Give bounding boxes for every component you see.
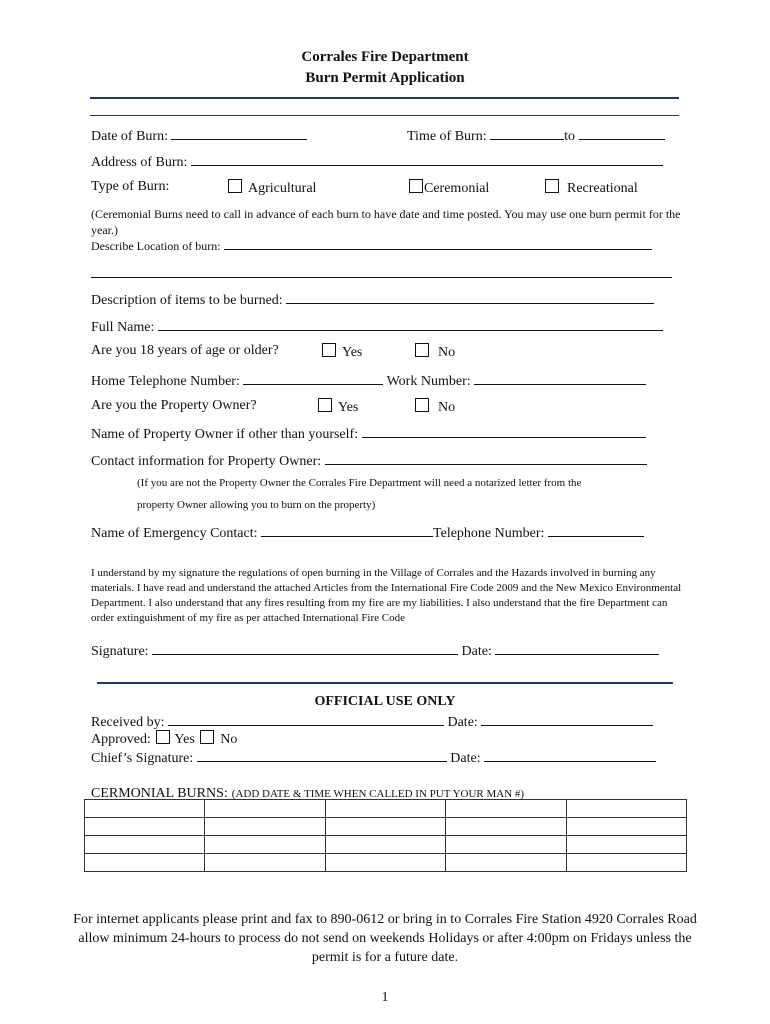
address-field[interactable] xyxy=(191,152,663,166)
received-date-field[interactable] xyxy=(481,712,653,726)
address-row xyxy=(91,152,663,171)
age-yes-label: Yes xyxy=(342,345,363,360)
owner-contact-field[interactable] xyxy=(325,451,647,465)
age-yes-checkbox[interactable] xyxy=(322,343,336,357)
type-agricultural xyxy=(228,179,316,197)
type-recreational xyxy=(545,179,638,197)
emergency-contact-label: Name of Emergency Contact: xyxy=(91,526,258,541)
log-cell[interactable] xyxy=(85,836,205,854)
full-name-row xyxy=(91,317,663,336)
chief-date-field[interactable] xyxy=(484,748,656,762)
emergency-contact-field[interactable] xyxy=(261,523,433,537)
received-date-label: Date: xyxy=(447,715,478,730)
log-cell[interactable] xyxy=(325,818,445,836)
owner-contact-label: Contact information for Property Owner: xyxy=(91,454,322,469)
ceremonial-log-note: (ADD DATE & TIME WHEN CALLED IN PUT YOUR MAN #) xyxy=(231,788,525,800)
log-cell[interactable] xyxy=(85,854,205,872)
form-subtitle: Burn Permit Application xyxy=(305,70,465,86)
header-rule-top xyxy=(90,97,679,99)
log-cell[interactable] xyxy=(566,836,686,854)
signature-field[interactable] xyxy=(152,641,458,655)
log-cell[interactable] xyxy=(446,800,566,818)
log-cell[interactable] xyxy=(446,836,566,854)
recreational-label: Recreational xyxy=(567,181,638,196)
chief-signature-row xyxy=(91,748,656,767)
full-name-field[interactable] xyxy=(158,317,663,331)
ceremonial-log-label: CERMONIAL BURNS: xyxy=(91,786,228,801)
owner-note-line-2: property Owner allowing you to burn on the property) xyxy=(137,499,376,511)
home-phone-field[interactable] xyxy=(243,371,383,385)
signature-date-field[interactable] xyxy=(495,641,659,655)
log-cell[interactable] xyxy=(85,800,205,818)
emergency-row xyxy=(91,523,644,542)
log-cell[interactable] xyxy=(325,854,445,872)
log-cell[interactable] xyxy=(566,818,686,836)
items-row xyxy=(91,290,654,309)
approved-yes-label: Yes xyxy=(174,732,195,747)
signature-label: Signature: xyxy=(91,644,149,659)
ceremonial-note: (Ceremonial Burns need to call in advance of each burn to have date and time posted. You may use one burn permit for the year.) xyxy=(91,207,681,237)
chief-signature-field[interactable] xyxy=(197,748,447,762)
log-cell[interactable] xyxy=(205,836,325,854)
describe-location-label: Describe Location of burn: xyxy=(91,239,221,253)
log-cell[interactable] xyxy=(446,818,566,836)
time-from-field[interactable] xyxy=(490,126,564,140)
ceremonial-log-table xyxy=(84,799,687,872)
received-row xyxy=(91,712,653,731)
owner-yes-checkbox[interactable] xyxy=(318,398,332,412)
full-name-label: Full Name: xyxy=(91,320,155,335)
agreement-text: I understand by my signature the regulations of open burning in the Village of Corrales and the Hazards involved in burning any materials. I have read and understand the attached Articles from the International Fire Code 2009 and the New Mexico Environmental Department. I also understand that any fires resulting from my fire are my liabilities. I also understand that the fire Department can order extinguishment of my fire as per attached International Fire Code xyxy=(91,567,682,624)
time-of-burn-row xyxy=(407,126,665,145)
approved-label: Approved: xyxy=(91,732,151,747)
log-row xyxy=(85,836,687,854)
signature-date-label: Date: xyxy=(461,644,492,659)
form-title: Corrales Fire Department xyxy=(301,49,469,65)
items-field[interactable] xyxy=(286,290,654,304)
log-row xyxy=(85,800,687,818)
address-label: Address of Burn: xyxy=(91,155,188,170)
chief-date-label: Date: xyxy=(450,751,481,766)
approved-yes-checkbox[interactable] xyxy=(156,730,170,744)
owner-question: Are you the Property Owner? xyxy=(91,398,257,413)
owner-yes xyxy=(318,398,358,416)
owner-name-label: Name of Property Owner if other than yourself: xyxy=(91,427,359,442)
log-row xyxy=(85,854,687,872)
emergency-telephone-field[interactable] xyxy=(548,523,644,537)
official-divider xyxy=(97,682,673,684)
log-cell[interactable] xyxy=(205,854,325,872)
approved-row xyxy=(91,730,237,748)
owner-no-label: No xyxy=(438,400,456,415)
describe-location-field[interactable] xyxy=(224,238,652,250)
time-to-label: to xyxy=(564,129,575,144)
ceremonial-checkbox[interactable] xyxy=(409,179,423,193)
age-no-checkbox[interactable] xyxy=(415,343,429,357)
page-number: 1 xyxy=(381,990,389,1005)
received-by-field[interactable] xyxy=(168,712,444,726)
log-row xyxy=(85,818,687,836)
log-cell[interactable] xyxy=(205,818,325,836)
agricultural-label: Agricultural xyxy=(248,181,317,196)
age-no xyxy=(415,343,455,361)
time-of-burn-label: Time of Burn: xyxy=(407,129,487,144)
log-cell[interactable] xyxy=(566,854,686,872)
agricultural-checkbox[interactable] xyxy=(228,179,242,193)
recreational-checkbox[interactable] xyxy=(545,179,559,193)
emergency-telephone-label: Telephone Number: xyxy=(433,526,545,541)
items-label: Description of items to be burned: xyxy=(91,293,283,308)
received-by-label: Received by: xyxy=(91,715,165,730)
log-cell[interactable] xyxy=(446,854,566,872)
describe-location-line-2[interactable] xyxy=(91,277,672,278)
owner-no-checkbox[interactable] xyxy=(415,398,429,412)
log-cell[interactable] xyxy=(85,818,205,836)
phone-row xyxy=(91,371,646,390)
age-yes xyxy=(322,343,362,361)
log-cell[interactable] xyxy=(566,800,686,818)
approved-no-checkbox[interactable] xyxy=(200,730,214,744)
owner-contact-row xyxy=(91,451,647,470)
home-phone-label: Home Telephone Number: xyxy=(91,374,240,389)
owner-note-line-1: (If you are not the Property Owner the Corrales Fire Department will need a notarized letter from the xyxy=(137,477,582,489)
log-cell[interactable] xyxy=(325,800,445,818)
chief-signature-label: Chief’s Signature: xyxy=(91,751,194,766)
approved-no-label: No xyxy=(220,732,238,747)
signature-row xyxy=(91,641,659,660)
type-ceremonial xyxy=(409,179,489,197)
header-rule-bottom xyxy=(90,115,679,116)
log-cell[interactable] xyxy=(325,836,445,854)
type-of-burn-label: Type of Burn: xyxy=(91,179,170,194)
owner-yes-label: Yes xyxy=(338,400,359,415)
work-number-label: Work Number: xyxy=(386,374,471,389)
owner-no xyxy=(415,398,455,416)
date-of-burn-label: Date of Burn: xyxy=(91,129,168,144)
time-to-field[interactable] xyxy=(579,126,665,140)
owner-name-field[interactable] xyxy=(362,424,646,438)
describe-location-row xyxy=(91,238,652,254)
official-heading: OFFICIAL USE ONLY xyxy=(314,694,456,709)
age-no-label: No xyxy=(438,345,456,360)
owner-name-row xyxy=(91,424,646,443)
log-cell[interactable] xyxy=(205,800,325,818)
date-of-burn-field[interactable] xyxy=(171,126,307,140)
work-number-field[interactable] xyxy=(474,371,646,385)
footer-instructions: For internet applicants please print and fax to 890-0612 or bring in to Corrales Fire Station 4920 Corrales Road allow minimum 24-hours to process do not send on weekends Holidays or after 4:00pm on Fridays unless the permit is for a future date. xyxy=(73,912,697,965)
ceremonial-label: Ceremonial xyxy=(424,181,490,196)
date-of-burn-row xyxy=(91,126,307,145)
age-question: Are you 18 years of age or older? xyxy=(91,343,279,358)
